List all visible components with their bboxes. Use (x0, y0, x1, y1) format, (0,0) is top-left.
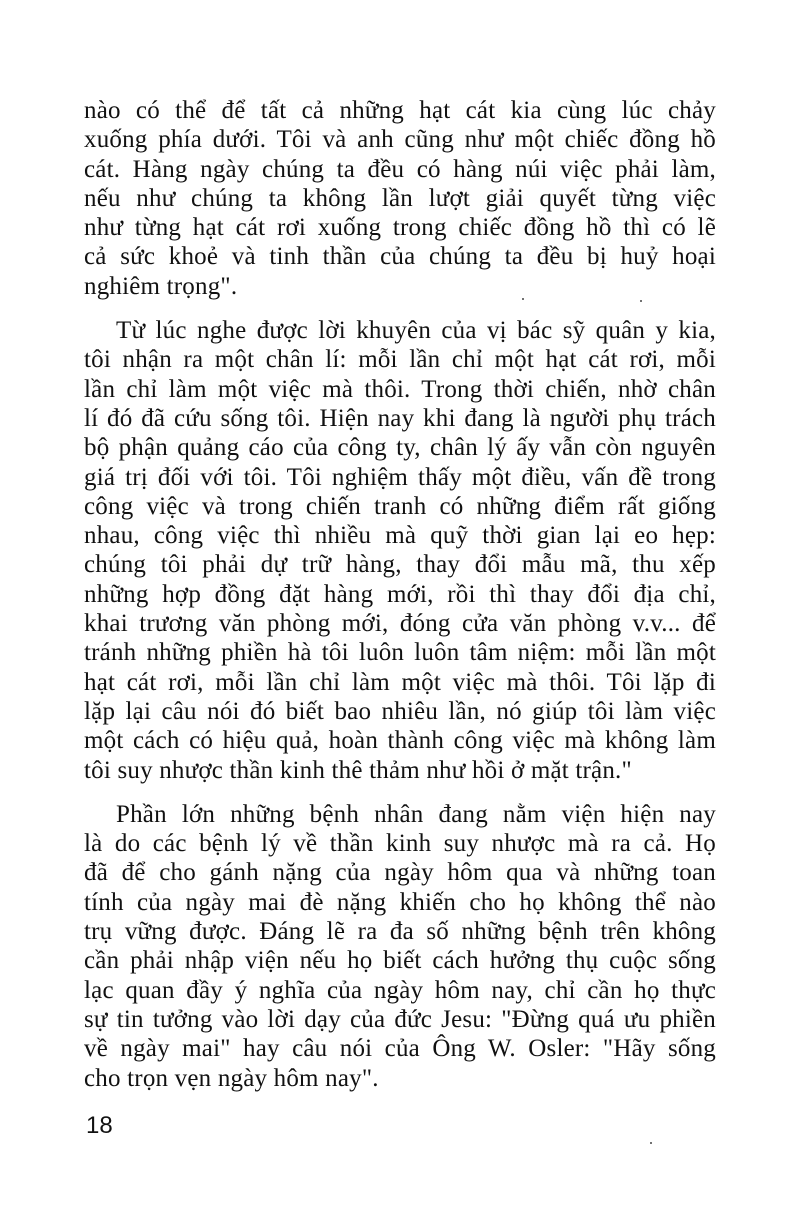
text-line: tôi nhận ra một chân lí: mỗi lần chỉ một hạt cát rơi, mỗi (84, 346, 716, 374)
text-line: xuống phía dưới. Tôi và anh cũng như một chiếc đồng hồ (84, 126, 716, 154)
paragraph (84, 316, 716, 785)
text-line: những hợp đồng đặt hàng mới, rồi thì thay đổi địa chỉ, (84, 580, 716, 608)
paragraph (84, 800, 716, 1093)
text-line: nào có thể để tất cả những hạt cát kia cùng lúc chảy (84, 97, 716, 124)
page-number: 18 (86, 1112, 113, 1139)
text-line: về ngày mai" hay câu nói của Ông W. Osler: "Hãy sống (84, 1035, 716, 1063)
text-line: công việc và trong chiến tranh có những điểm rất giống (84, 492, 716, 520)
text-line: cho trọn vẹn ngày hôm nay". (84, 1064, 379, 1092)
text-line: giá trị đối với tôi. Tôi nghiệm thấy một điều, vấn đề trong (84, 463, 716, 491)
text-line: nghiêm trọng". (84, 272, 238, 300)
scan-speck (640, 300, 642, 302)
text-line: chúng tôi phải dự trữ hàng, thay đổi mẫu mã, thu xếp (84, 551, 716, 579)
text-line: cần phải nhập viện nếu họ biết cách hưởng thụ cuộc sống (84, 947, 716, 975)
text-line: lạc quan đầy ý nghĩa của ngày hôm nay, chỉ cần họ thực (84, 976, 716, 1004)
text-line: một cách có hiệu quả, hoàn thành công việc mà không làm (84, 727, 716, 755)
text-line: Phần lớn những bệnh nhân đang nằm viện hiện nay (116, 800, 716, 828)
text-line: cả sức khoẻ và tinh thần của chúng ta đều bị huỷ hoại (84, 243, 716, 271)
paragraph (84, 96, 716, 301)
text-line: nếu như chúng ta không lần lượt giải quyết từng việc (84, 184, 716, 212)
text-line: hạt cát rơi, mỗi lần chỉ làm một việc mà thôi. Tôi lặp đi (84, 668, 716, 696)
text-line: là do các bệnh lý về thần kinh suy nhược mà ra cả. Họ (84, 830, 716, 858)
scan-speck (650, 1142, 652, 1144)
text-line: nhau, công việc thì nhiều mà quỹ thời gian lại eo hẹp: (84, 522, 716, 550)
scan-speck (522, 298, 524, 300)
text-line: trụ vững được. Đáng lẽ ra đa số những bệnh trên không (84, 918, 716, 946)
text-line: bộ phận quảng cáo của công ty, chân lý ấy vẫn còn nguyên (84, 434, 716, 462)
text-line: cát. Hàng ngày chúng ta đều có hàng núi việc phải làm, (84, 155, 716, 183)
text-line: lặp lại câu nói đó biết bao nhiêu lần, nó giúp tôi làm việc (84, 697, 716, 725)
text-line: lần chỉ làm một việc mà thôi. Trong thời chiến, nhờ chân (84, 375, 716, 403)
text-line: tránh những phiền hà tôi luôn luôn tâm niệm: mỗi lần một (84, 639, 716, 667)
body-text (84, 96, 716, 1108)
text-line: lí đó đã cứu sống tôi. Hiện nay khi đang là người phụ trách (84, 404, 716, 432)
text-line: tính của ngày mai đè nặng khiến cho họ không thể nào (84, 888, 716, 916)
text-line: Từ lúc nghe được lời khuyên của vị bác sỹ quân y kia, (116, 317, 716, 345)
text-line: sự tin tưởng vào lời dạy của đức Jesu: "Đừng quá ưu phiền (84, 1005, 716, 1033)
text-line: khai trương văn phòng mới, đóng cửa văn phòng v.v... để (84, 610, 716, 638)
text-line: đã để cho gánh nặng của ngày hôm qua và những toan (84, 859, 716, 887)
text-line: tôi suy nhược thần kinh thê thảm như hồi ở mặt trận." (84, 756, 632, 784)
text-line: như từng hạt cát rơi xuống trong chiếc đồng hồ thì có lẽ (84, 214, 716, 242)
